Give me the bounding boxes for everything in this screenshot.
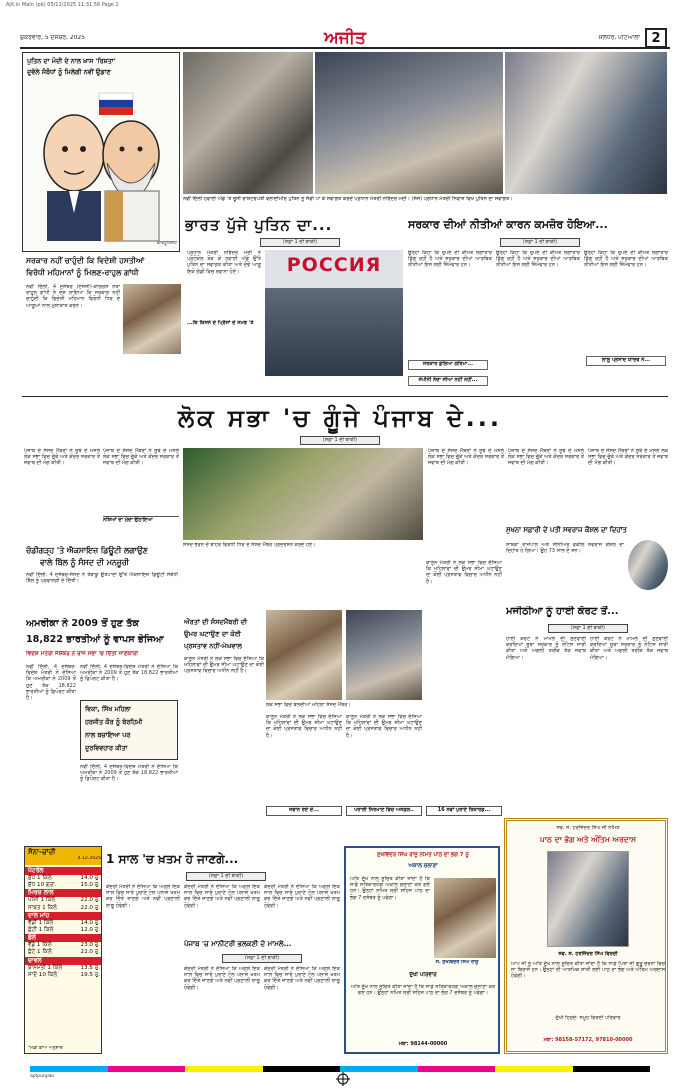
price-item: ਛੋਟੀ 1 ਕਿਲੋ — [28, 927, 54, 934]
prices-title: ਸੋਨਾ-ਚਾਂਦੀ — [28, 848, 56, 856]
govt-note-2: ਲਾਲੂ ਪ੍ਰਸਾਦ ਯਾਦਵ ਨੇ... — [586, 356, 666, 366]
top-photo-caption: ਨਵੀਂ ਦਿੱਲੀ ਹਵਾਈ ਅੱਡੇ 'ਤੇ ਰੂਸੀ ਰਾਸ਼ਟਰਪਤੀ ਵਲਾਦੀਮੀਰ ਪੁਤਿਨ ਨੂੰ ਜੱਫੀ ਪਾ ਕੇ ਸਵਾਗਤ ਕਰਦੇ ਪ੍ਰਧਾਨ ਮੰਤਰੀ ਨਰਿੰਦਰ ਮੋਦੀ। (ਸੱਜੇ) ਪ੍ਰਧਾਨ ਮੰਤਰੀ ਨਿਵਾਸ ਵਿਖੇ ਪੁਤਿਨ ਦਾ ਸਵਾਗਤ। — [183, 196, 513, 202]
note-a: ਜਵਾਨ ਰੋਏ ਦੇ... — [266, 806, 342, 816]
chandigarh-body: ਨਵੀਂ ਦਿੱਲੀ, 4 ਦਸੰਬਰ-ਸੰਸਦ ਨੇ ਤੰਬਾਕੂ ਉਤਪਾਦਾਂ ਉੱਤੇ ਐਕਸਾਇਜ਼ ਡਿਊਟੀ ਸੰਬੰਧੀ ਬਿੱਲ ਨੂੰ ਪ੍ਰਵਾਨਗੀ ਦੇ ਦਿੱਤੀ। — [26, 572, 178, 585]
price-row — [25, 897, 102, 904]
price-value: 14.0 ਰੁ. — [80, 875, 100, 881]
rahul-headline-2: ਵਿਰੋਧੀ ਮਹਿਮਾਨਾਂ ਨੂੰ ਮਿਲਣ-ਰਾਹੁਲ ਗਾਂਧੀ — [26, 268, 139, 277]
women-headline-3: ਪ੍ਰਸਤਾਵ ਨਹੀਂ-ਮੇਘਵਾਲ — [184, 642, 242, 650]
price-item: ਸ਼ੁੱਧ 10 ਗ੍ਰਾ. — [28, 882, 57, 889]
ad1-family: ਦੁੱਖੀ ਪਰਿਵਾਰ — [409, 972, 437, 978]
cartoon-caption-2: ਦੁਵੱਲੇ ਸੰਬੰਧਾਂ ਨੂੰ ਮਿਲੇਗੀ ਨਵੀਂ ਉਡਾਣ — [27, 68, 111, 76]
govt-note-1: ਸਰਕਾਰ ਡੋਲਿਆ ਗਰਿਮਾ... — [408, 360, 488, 370]
majithia-body-c2: ਹਾਈ ਕੋਰਟ ਨੇ ਮਾਮਲੇ ਦੀ ਸੁਣਵਾਈ ਕਰਦਿਆਂ ਸੂਬਾ ਸਰਕਾਰ ਨੂੰ ਨੋਟਿਸ ਜਾਰੀ ਕੀਤਾ ਅਤੇ ਅਗਲੀ ਤਰੀਕ ਤੱਕ ਜਵਾਬ ਮੰਗਿਆ। — [590, 636, 668, 661]
price-item: ਸਾਬਤ 1 ਕਿਲੋ — [28, 904, 57, 911]
mp-photo-caption: ਲੋਕ ਸਭਾ ਵਿਚ ਬੋਲਦੀਆਂ ਮਹਿਲਾ ਸੰਸਦ ਮੈਂਬਰ। — [266, 702, 351, 708]
one-year-body-c3: ਕੇਂਦਰੀ ਮੰਤਰੀ ਨੇ ਦੱਸਿਆ ਕਿ ਅਗਲੇ ਇਕ ਸਾਲ ਵਿਚ ਸਾਰੇ ਪੁਰਾਣੇ ਟੋਲ ਪਲਾਜ਼ੇ ਖ਼ਤਮ ਕਰ ਦਿੱਤੇ ਜਾਣਗੇ ਅਤੇ ਨਵੀਂ ਪ੍ਰਣਾਲੀ ਲਾਗੂ ਹੋਵੇਗੀ। — [264, 884, 340, 909]
price-value: 19.5 ਰੁ. — [80, 971, 100, 978]
price-row — [25, 949, 102, 956]
women-headline-1: ਔਰਤਾਂ ਦੀ ਸੰਸਦਮੈਂਬਰੀ ਦੀ — [184, 618, 248, 626]
price-row — [25, 920, 102, 927]
deport-body-c1: ਨਵੀਂ ਦਿੱਲੀ, 4 ਦਸੰਬਰ-ਵਿਦੇਸ਼ ਮੰਤਰੀ ਨੇ ਦੱਸਿਆ ਕਿ ਅਮਰੀਕਾ ਨੇ 2009 ਤੋਂ ਹੁਣ ਤੱਕ 18,822 ਭਾਰਤੀਆਂ ਨੂੰ ਡਿਪੋਰਟ ਕੀਤਾ ਹੈ। — [26, 664, 76, 702]
rahul-headline-1: ਸਰਕਾਰ ਨਹੀਂ ਚਾਹੁੰਦੀ ਕਿ ਵਿਦੇਸ਼ੀ ਹਸਤੀਆਂ — [26, 256, 145, 265]
price-section-header: ਦਾਲ ਮਾਂਹ — [25, 912, 102, 920]
deport-red-line: ਵਿਦੇਸ਼ ਮੰਤਰੀ ਜੈਸ਼ੰਕਰ ਨੇ ਰਾਜ ਸਭਾ 'ਚ ਦਿੱਤੀ ਜਾਣਕਾਰੀ — [26, 651, 139, 657]
cartoon-panel — [22, 52, 180, 252]
deport-body-c3: ਨਵੀਂ ਦਿੱਲੀ, 4 ਦਸੰਬਰ-ਵਿਦੇਸ਼ ਮੰਤਰੀ ਨੇ ਦੱਸਿਆ ਕਿ ਅਮਰੀਕਾ ਨੇ 2009 ਤੋਂ ਹੁਣ ਤੱਕ 18,822 ਭਾਰਤੀਆਂ ਨੂੰ ਡਿਪੋਰਟ ਕੀਤਾ ਹੈ। — [80, 764, 178, 783]
ad2-name: ਸਵ. ਸ. ਹਰਜਿੰਦਰ ਸਿੰਘ ਵਿਰਦੀ — [558, 951, 618, 957]
majithia-tag: (ਸਫ਼ਾ 1 ਦੀ ਬਾਕੀ) — [548, 624, 628, 633]
punjab-body-c5: ਪੰਜਾਬ ਦੇ ਸੰਸਦ ਮੈਂਬਰਾਂ ਨੇ ਸੂਬੇ ਦੇ ਮਸਲੇ ਲੋਕ ਸਭਾ ਵਿਚ ਚੁੱਕੇ ਅਤੇ ਕੇਂਦਰ ਸਰਕਾਰ ਤੋਂ ਜਵਾਬ ਦੀ ਮੰਗ ਕੀਤੀ। — [588, 448, 668, 467]
prices-footer: *ਮੰਡੀ ਭਾਅ ਅਨੁਸਾਰ — [28, 1046, 63, 1051]
inset-line-2: ਹਰਜੀਤ ਕੌਰ ਨੂੰ ਬੇਰਹਿਮੀ — [85, 718, 143, 726]
protest-photo-caption: ਸੰਸਦ ਭਵਨ ਦੇ ਬਾਹਰ ਵਿਰੋਧੀ ਧਿਰ ਦੇ ਸੰਸਦ ਮੈਂਬਰ ਪ੍ਰਦਰਸ਼ਨ ਕਰਦੇ ਹੋਏ। — [183, 542, 316, 548]
price-item: ਬਾਸਮਤੀ 1 ਕਿਲੋ — [28, 964, 63, 971]
sukhna-photo — [628, 540, 668, 590]
edition-name: ਜਲੰਧਰ, ਪਟਿਆਲਾ — [598, 35, 640, 41]
price-item: ਵੱਡੇ 1 ਕਿਲੋ — [28, 942, 52, 949]
putin-sub-note: ...ਕਿ ਕਿਸਨੇ ਦੇ ਪ੍ਰਿੰਸਾਂ ਦੇ ਸਮਝ 'ਤੇ — [187, 320, 254, 326]
masthead-logo: ਅਜੀਤ — [324, 28, 366, 48]
sukhna-body: ਸਾਬਕਾ ਰਾਜਪਾਲ ਅਤੇ ਸੀਨੀਅਰ ਵਕੀਲ ਸਵਰਾਜ ਕੌਸ਼ਲ ਦਾ ਦਿਹਾਂਤ ਹੋ ਗਿਆ। ਉਹ 73 ਸਾਲ ਦੇ ਸਨ। — [506, 542, 624, 555]
deport-headline-1: ਅਮਰੀਕਾ ਨੇ 2009 ਤੋਂ ਹੁਣ ਤੱਕ — [26, 618, 140, 629]
govt-note-3: ਜੇਪੀਨੀ ਨੰਦਾ ਜੀਆ ਨਹੀਂ ਨਹੀਂ... — [408, 376, 488, 386]
chandigarh-headline-2: ਵਾਲੇ ਬਿੱਲ ਨੂੰ ਸੰਸਦ ਦੀ ਮਨਜ਼ੂਰੀ — [40, 558, 129, 567]
price-item: ਛੋਟੇ 1 ਕਿਲੋ — [28, 949, 52, 956]
putin-body: ਪ੍ਰਧਾਨ ਮੰਤਰੀ ਨਰਿੰਦਰ ਮੋਦੀ ਨੇ ਪ੍ਰੋਟੋਕੋਲ ਤੋੜ ਕੇ ਹਵਾਈ ਅੱਡੇ ਉੱਤੇ ਪੁਤਿਨ ਦਾ ਸਵਾਗਤ ਕੀਤਾ ਅਤੇ ਦੋਵੇਂ ਆਗੂ ਇਕੋ ਗੱਡੀ ਵਿਚ ਰਵਾਨਾ ਹੋਏ। — [187, 250, 261, 275]
ad2-body: ਆਪ ਜੀ ਨੂੰ ਅਤਿ ਦੁੱਖ ਨਾਲ ਸੂਚਿਤ ਕੀਤਾ ਜਾਂਦਾ ਹੈ ਕਿ ਸਾਡੇ ਪਿਤਾ ਜੀ ਗੁਰੂ ਚਰਨਾਂ ਵਿਚ ਜਾ ਬਿਰਾਜੇ ਹਨ। ਉਨ੍ਹਾਂ ਦੀ ਆਤਮਿਕ ਸ਼ਾਂਤੀ ਲਈ ਪਾਠ ਦਾ ਭੋਗ ਅਤੇ ਅੰਤਿਮ ਅਰਦਾਸ ਹੋਵੇਗੀ। — [511, 961, 665, 980]
price-row — [25, 965, 102, 972]
footer-text: ajitpunjabi — [30, 1074, 55, 1079]
one-year-sub-headline: ਪੰਜਾਬ 'ਚ ਮਾਨੀਟਰੀ ਭਲਕਣੀ ਦੇ ਮਾਮਲੇ... — [184, 940, 292, 948]
one-year-tag: (ਸਫ਼ਾ 1 ਦੀ ਬਾਕੀ) — [186, 872, 266, 881]
price-value: 23.0 ਰੁ. — [80, 942, 100, 949]
putin-photo — [265, 250, 403, 376]
photo-car — [315, 52, 503, 194]
price-value: 14.0 ਰੁ. — [80, 919, 100, 926]
inset-line-4: ਦੁਰਵਿਵਹਾਰ ਕੀਤਾ — [85, 744, 128, 752]
one-year-body-c1: ਕੇਂਦਰੀ ਮੰਤਰੀ ਨੇ ਦੱਸਿਆ ਕਿ ਅਗਲੇ ਇਕ ਸਾਲ ਵਿਚ ਸਾਰੇ ਪੁਰਾਣੇ ਟੋਲ ਪਲਾਜ਼ੇ ਖ਼ਤਮ ਕਰ ਦਿੱਤੇ ਜਾਣਗੇ ਅਤੇ ਨਵੀਂ ਪ੍ਰਣਾਲੀ ਲਾਗੂ ਹੋਵੇਗੀ। — [106, 884, 180, 909]
price-value: 22.0 ਰੁ. — [80, 904, 100, 911]
rahul-body: ਨਵੀਂ ਦਿੱਲੀ, 4 ਦਸੰਬਰ (ਏਜੰਸੀ)-ਕਾਂਗਰਸ ਨੇਤਾ ਰਾਹੁਲ ਗਾਂਧੀ ਨੇ ਦੋਸ਼ ਲਾਇਆ ਕਿ ਸਰਕਾਰ ਨਹੀਂ ਚਾਹੁੰਦੀ ਕਿ ਵਿਦੇਸ਼ੀ ਮਹਿਮਾਨ ਵਿਰੋਧੀ ਧਿਰ ਦੇ ਆਗੂਆਂ ਨਾਲ ਮੁਲਾਕਾਤ ਕਰਨ। — [26, 284, 120, 309]
one-year-body-c2: ਕੇਂਦਰੀ ਮੰਤਰੀ ਨੇ ਦੱਸਿਆ ਕਿ ਅਗਲੇ ਇਕ ਸਾਲ ਵਿਚ ਸਾਰੇ ਪੁਰਾਣੇ ਟੋਲ ਪਲਾਜ਼ੇ ਖ਼ਤਮ ਕਰ ਦਿੱਤੇ ਜਾਣਗੇ ਅਤੇ ਨਵੀਂ ਪ੍ਰਣਾਲੀ ਲਾਗੂ ਹੋਵੇਗੀ। — [184, 884, 260, 909]
cartoon-caption-1: ਪੁਤਿਨ ਦਾ ਮੋਦੀ ਦੇ ਨਾਲ ਖ਼ਾਸ 'ਰਿਸ਼ਤਾ' — [27, 57, 116, 65]
price-value: 12.0 ਰੁ. — [80, 927, 100, 934]
rahul-photo — [123, 284, 181, 354]
prices-title-bar — [25, 847, 102, 865]
ad1-body: ਅਤਿ ਦੁੱਖ ਨਾਲ ਸੂਚਿਤ ਕੀਤਾ ਜਾਂਦਾ ਹੈ ਕਿ ਸਾਡੇ ਸਤਿਕਾਰਯੋਗ ਅਕਾਲ ਚਲਾਣਾ ਕਰ ਗਏ ਹਨ। ਉਨ੍ਹਾਂ ਨਮਿਤ ਸ੍ਰੀ ਸਹਿਜ ਪਾਠ ਦਾ ਭੋਗ 7 ਦਸੰਬਰ ਨੂੰ ਪਵੇਗਾ। — [350, 876, 430, 901]
obituary-ad-1 — [344, 846, 500, 1054]
note-b: ਪਰਾਲੀ ਨਿਰਮਾਣ ਵਿਚ ਅਸਫ਼ਲ.. — [346, 806, 422, 816]
inset-line-1: ਵਿਕਾ, ਸਿੱਖ ਮਹਿਲਾ — [85, 705, 131, 713]
mp-photo-1 — [266, 610, 342, 700]
putin-tag: (ਸਫ਼ਾ 1 ਦੀ ਬਾਕੀ) — [260, 238, 340, 247]
one-year-headline: 1 ਸਾਲ 'ਚ ਖ਼ਤਮ ਹੋ ਜਾਣਗੇ... — [106, 852, 239, 866]
obituary-ad-2 — [504, 818, 668, 1054]
punjab-body-c2: ਪੰਜਾਬ ਦੇ ਸੰਸਦ ਮੈਂਬਰਾਂ ਨੇ ਸੂਬੇ ਦੇ ਮਸਲੇ ਲੋਕ ਸਭਾ ਵਿਚ ਚੁੱਕੇ ਅਤੇ ਕੇਂਦਰ ਸਰਕਾਰ ਤੋਂ ਜਵਾਬ ਦੀ ਮੰਗ ਕੀਤੀ। — [103, 448, 179, 467]
ad2-top-line: ਸਵ. ਸ. ਹਰਜਿੰਦਰ ਸਿੰਘ ਜੀ ਨਮਿਤ — [556, 825, 620, 831]
one-year-body-c4: ਕੇਂਦਰੀ ਮੰਤਰੀ ਨੇ ਦੱਸਿਆ ਕਿ ਅਗਲੇ ਇਕ ਸਾਲ ਵਿਚ ਸਾਰੇ ਪੁਰਾਣੇ ਟੋਲ ਪਲਾਜ਼ੇ ਖ਼ਤਮ ਕਰ ਦਿੱਤੇ ਜਾਣਗੇ ਅਤੇ ਨਵੀਂ ਪ੍ਰਣਾਲੀ ਲਾਗੂ ਹੋਵੇਗੀ। — [184, 966, 260, 991]
govt-body: ਉਨ੍ਹਾਂ ਕਿਹਾ ਕਿ ਰੁਪਏ ਦੀ ਕੀਮਤ ਲਗਾਤਾਰ ਡਿੱਗ ਰਹੀ ਹੈ ਅਤੇ ਸਰਕਾਰ ਦੀਆਂ ਆਰਥਿਕ ਨੀਤੀਆਂ ਇਸ ਲਈ ਜ਼ਿੰਮੇਵਾਰ ਹਨ। — [408, 250, 492, 269]
cartoon-illustration — [29, 83, 175, 248]
ad1-title-1: ਸੁਖਵਿੰਦਰ ਸਿੰਘ ਰਾਜੂ ਨਮਿਤ ਪਾਠ ਦਾ ਭੋਗ 7 ਨੂੰ — [377, 852, 469, 858]
prices-date: 4.12.2025 — [77, 856, 101, 861]
punjab-body-c3: ਪੰਜਾਬ ਦੇ ਸੰਸਦ ਮੈਂਬਰਾਂ ਨੇ ਸੂਬੇ ਦੇ ਮਸਲੇ ਲੋਕ ਸਭਾ ਵਿਚ ਚੁੱਕੇ ਅਤੇ ਕੇਂਦਰ ਸਰਕਾਰ ਤੋਂ ਜਵਾਬ ਦੀ ਮੰਗ ਕੀਤੀ। — [428, 448, 504, 467]
price-row — [25, 927, 102, 934]
price-item: ਸਾਦੇ 10 ਕਿਲੋ — [28, 971, 58, 978]
price-section-header: ਮਿਰਚ ਲਾਲ — [25, 889, 102, 897]
price-value: 22.0 ਰੁ. — [80, 949, 100, 956]
putin-photo-sign: РОССИЯ — [286, 254, 382, 276]
one-year-body-c5: ਕੇਂਦਰੀ ਮੰਤਰੀ ਨੇ ਦੱਸਿਆ ਕਿ ਅਗਲੇ ਇਕ ਸਾਲ ਵਿਚ ਸਾਰੇ ਪੁਰਾਣੇ ਟੋਲ ਪਲਾਜ਼ੇ ਖ਼ਤਮ ਕਰ ਦਿੱਤੇ ਜਾਣਗੇ ਅਤੇ ਨਵੀਂ ਪ੍ਰਣਾਲੀ ਲਾਗੂ ਹੋਵੇਗੀ। — [264, 966, 340, 991]
cartoon-signature: ਕਾਰਟੂਨਿਸਟ — [156, 241, 177, 246]
photo-hug — [183, 52, 313, 194]
govt-tag: (ਸਫ਼ਾ 1 ਦੀ ਬਾਕੀ) — [500, 238, 580, 247]
ad2-phone: ਮੋਬਾ: 98158-57172, 97810-00000 — [543, 1037, 633, 1043]
price-row — [25, 972, 102, 979]
chandigarh-headline-1: ਚੰਡੀਗੜ੍ਹ 'ਤੇ ਐਕਸਾਇਜ਼ ਡਿਊਟੀ ਲਗਾਉਣ — [26, 546, 148, 555]
sukhna-headline: ਸੁਖਨਾ ਸਫ਼ਾਰੀ ਦੇ ਪਤੀ ਸਵਰਾਜ ਕੌਸ਼ਲ ਦਾ ਦਿਹਾਂਤ — [506, 526, 627, 534]
majithia-body-c1: ਹਾਈ ਕੋਰਟ ਨੇ ਮਾਮਲੇ ਦੀ ਸੁਣਵਾਈ ਕਰਦਿਆਂ ਸੂਬਾ ਸਰਕਾਰ ਨੂੰ ਨੋਟਿਸ ਜਾਰੀ ਕੀਤਾ ਅਤੇ ਅਗਲੀ ਤਰੀਕ ਤੱਕ ਜਵਾਬ ਮੰਗਿਆ। — [506, 636, 586, 661]
price-section-header: ਪੈਟਰੋਲ — [25, 867, 102, 875]
price-item: ਸ਼ੁੱਧ 1 ਕਿਲੋ — [28, 875, 52, 881]
price-section-header: ਛੋਲੇ — [25, 934, 102, 942]
banner-rule-top — [22, 396, 668, 397]
prices-box — [24, 846, 102, 1054]
price-value: 13.5 ਰੁ. — [80, 964, 100, 971]
protest-photo — [183, 448, 423, 540]
govt-body-col3: ਉਨ੍ਹਾਂ ਕਿਹਾ ਕਿ ਰੁਪਏ ਦੀ ਕੀਮਤ ਲਗਾਤਾਰ ਡਿੱਗ ਰਹੀ ਹੈ ਅਤੇ ਸਰਕਾਰ ਦੀਆਂ ਆਰਥਿਕ ਨੀਤੀਆਂ ਇਸ ਲਈ ਜ਼ਿੰਮੇਵਾਰ ਹਨ। — [584, 250, 668, 269]
ad2-mourners: ਦੁੱਖੀ ਹਿਰਦੇ: ਸਮੂਹ ਵਿਰਦੀ ਪਰਿਵਾਰ — [555, 1015, 621, 1021]
majithia-headline: ਮਜੀਠੀਆ ਨੂੰ ਹਾਈ ਕੋਰਟ ਤੋਂ... — [506, 606, 619, 617]
registration-mark-icon — [336, 1072, 350, 1086]
page-number: 2 — [645, 28, 667, 48]
women-headline-2: ਉਮਰ ਘਟਾਉਣ ਦਾ ਕੋਈ — [184, 630, 242, 638]
mid-body-c3: ਕਾਨੂੰਨ ਮੰਤਰੀ ਨੇ ਲੋਕ ਸਭਾ ਵਿਚ ਦੱਸਿਆ ਕਿ ਮਹਿਲਾਵਾਂ ਦੀ ਉਮਰ ਸੀਮਾ ਘਟਾਉਣ ਦਾ ਕੋਈ ਪ੍ਰਸਤਾਵ ਵਿਚਾਰ ਅਧੀਨ ਨਹੀਂ ਹੈ। — [346, 714, 422, 739]
price-item: ਪੀਸੀ 1 ਕਿਲੋ — [28, 897, 56, 904]
punjab-tag: (ਸਫ਼ਾ 1 ਦੀ ਬਾਕੀ) — [300, 436, 380, 445]
ad1-phone: ਮੋਬਾ: 98144-00000 — [398, 1041, 448, 1047]
ad2-portrait — [547, 851, 629, 947]
price-item: ਵੱਡੀ 1 ਕਿਲੋ — [28, 919, 54, 926]
punjab-body-c1: ਪੰਜਾਬ ਦੇ ਸੰਸਦ ਮੈਂਬਰਾਂ ਨੇ ਸੂਬੇ ਦੇ ਮਸਲੇ ਲੋਕ ਸਭਾ ਵਿਚ ਚੁੱਕੇ ਅਤੇ ਕੇਂਦਰ ਸਰਕਾਰ ਤੋਂ ਜਵਾਬ ਦੀ ਮੰਗ ਕੀਤੀ। — [24, 448, 100, 467]
inset-line-3: ਨਾਲ ਬਚਾਇਆ ਪਰ — [85, 731, 131, 739]
prices-list — [25, 867, 102, 1045]
punjab-body-c4: ਪੰਜਾਬ ਦੇ ਸੰਸਦ ਮੈਂਬਰਾਂ ਨੇ ਸੂਬੇ ਦੇ ਮਸਲੇ ਲੋਕ ਸਭਾ ਵਿਚ ਚੁੱਕੇ ਅਤੇ ਕੇਂਦਰ ਸਰਕਾਰ ਤੋਂ ਜਵਾਬ ਦੀ ਮੰਗ ਕੀਤੀ। — [508, 448, 584, 467]
header-bar — [20, 27, 670, 49]
mid-body-c2: ਕਾਨੂੰਨ ਮੰਤਰੀ ਨੇ ਲੋਕ ਸਭਾ ਵਿਚ ਦੱਸਿਆ ਕਿ ਮਹਿਲਾਵਾਂ ਦੀ ਉਮਰ ਸੀਮਾ ਘਟਾਉਣ ਦਾ ਕੋਈ ਪ੍ਰਸਤਾਵ ਵਿਚਾਰ ਅਧੀਨ ਨਹੀਂ ਹੈ। — [266, 714, 342, 739]
print-line: Ajit.in Main (pb) 05/12/2025 11:31:56 Page 2 — [6, 2, 119, 8]
price-row — [25, 905, 102, 912]
ad1-name: ਸ. ਸੁਖਵਿੰਦਰ ਸਿੰਘ ਰਾਜੂ — [435, 960, 479, 965]
ad1-body-2: ਅਤਿ ਦੁੱਖ ਨਾਲ ਸੂਚਿਤ ਕੀਤਾ ਜਾਂਦਾ ਹੈ ਕਿ ਸਾਡੇ ਸਤਿਕਾਰਯੋਗ ਅਕਾਲ ਚਲਾਣਾ ਕਰ ਗਏ ਹਨ। ਉਨ੍ਹਾਂ ਨਮਿਤ ਸ੍ਰੀ ਸਹਿਜ ਪਾਠ ਦਾ ਭੋਗ 7 ਦਸੰਬਰ ਨੂੰ ਪਵੇਗਾ। — [350, 984, 496, 997]
punjab-quote: ਨਸ਼ਿਆਂ ਦਾ ਮੁੱਦਾ ਉਠਾਇਆ — [103, 516, 179, 526]
women-body: ਕਾਨੂੰਨ ਮੰਤਰੀ ਨੇ ਲੋਕ ਸਭਾ ਵਿਚ ਦੱਸਿਆ ਕਿ ਮਹਿਲਾਵਾਂ ਦੀ ਉਮਰ ਸੀਮਾ ਘਟਾਉਣ ਦਾ ਕੋਈ ਪ੍ਰਸਤਾਵ ਵਿਚਾਰ ਅਧੀਨ ਨਹੀਂ ਹੈ। — [184, 656, 264, 675]
one-year-sub-tag: (ਸਫ਼ਾ 1 ਦੀ ਬਾਕੀ) — [222, 954, 302, 963]
govt-headline: ਸਰਕਾਰ ਦੀਆਂ ਨੀਤੀਆਂ ਕਾਰਨ ਕਮਜ਼ੋਰ ਹੋਇਆ... — [408, 218, 608, 231]
note-c: 16 ਨਵਾਂ ਪੁਰਾਣੇ ਰਿਕਾਰਡ... — [426, 806, 502, 816]
ad2-title: ਪਾਠ ਦਾ ਭੋਗ ਅਤੇ ਅੰਤਿਮ ਅਰਦਾਸ — [539, 835, 637, 844]
ad1-portrait — [434, 878, 496, 958]
price-value: 22.0 ਰੁ. — [80, 897, 100, 904]
photo-handshake — [505, 52, 667, 194]
price-section-header: ਚਾਵਲ — [25, 957, 102, 965]
punjab-headline: ਲੋਕ ਸਭਾ 'ਚ ਗੂੰਜੇ ਪੰਜਾਬ ਦੇ... — [177, 404, 503, 432]
price-value: 15.0 ਰੁ. — [80, 882, 100, 889]
issue-date: ਸ਼ੁੱਕਰਵਾਰ, 5 ਦਸੰਬਰ, 2025 — [20, 35, 86, 41]
deport-body-c2: ਨਵੀਂ ਦਿੱਲੀ, 4 ਦਸੰਬਰ-ਵਿਦੇਸ਼ ਮੰਤਰੀ ਨੇ ਦੱਸਿਆ ਕਿ ਅਮਰੀਕਾ ਨੇ 2009 ਤੋਂ ਹੁਣ ਤੱਕ 18,822 ਭਾਰਤੀਆਂ ਨੂੰ ਡਿਪੋਰਟ ਕੀਤਾ ਹੈ। — [80, 664, 178, 683]
putin-headline: ਭਾਰਤ ਪੁੱਜੇ ਪੁਤਿਨ ਦਾ... — [185, 216, 333, 234]
govt-body-col2: ਉਨ੍ਹਾਂ ਕਿਹਾ ਕਿ ਰੁਪਏ ਦੀ ਕੀਮਤ ਲਗਾਤਾਰ ਡਿੱਗ ਰਹੀ ਹੈ ਅਤੇ ਸਰਕਾਰ ਦੀਆਂ ਆਰਥਿਕ ਨੀਤੀਆਂ ਇਸ ਲਈ ਜ਼ਿੰਮੇਵਾਰ ਹਨ। — [496, 250, 580, 269]
ad1-title-2: ਅਕਾਲ ਚਲਾਣਾ — [408, 863, 438, 869]
mid-body-c4: ਕਾਨੂੰਨ ਮੰਤਰੀ ਨੇ ਲੋਕ ਸਭਾ ਵਿਚ ਦੱਸਿਆ ਕਿ ਮਹਿਲਾਵਾਂ ਦੀ ਉਮਰ ਸੀਮਾ ਘਟਾਉਣ ਦਾ ਕੋਈ ਪ੍ਰਸਤਾਵ ਵਿਚਾਰ ਅਧੀਨ ਨਹੀਂ ਹੈ। — [426, 560, 502, 585]
deport-inset — [80, 700, 178, 760]
mp-photo-2 — [346, 610, 422, 700]
deport-headline-2: 18,822 ਭਾਰਤੀਆਂ ਨੂੰ ਵਾਪਸ ਭੇਜਿਆ — [26, 634, 164, 645]
